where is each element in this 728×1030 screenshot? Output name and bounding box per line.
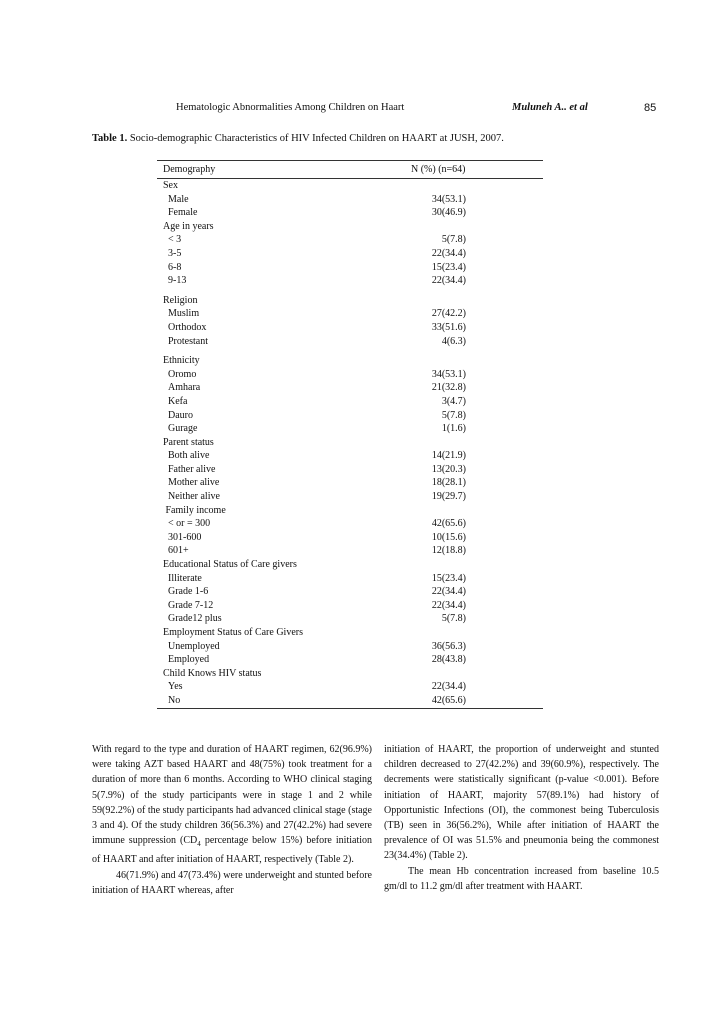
body-paragraph: With regard to the type and duration of HAART regimen, 62(96.9%) were taking AZT based HAART and 48(75%) took treatment for a duration of more than 6 months. According to WHO clinical staging 5(7.9%) of the study participants were in stage 1 and 2 while 59(92.2%) of the study participants had advanced clinical stage (stage 3 and 4). Of the study children 36(56.3%) and 27(42.2%) had severe immune suppression ($CD_4$ percentage below 15%) before initiation of HAART and after initiation of HAART, respectively (Table 2). xyxy=(92,744,373,866)
row-value: 5(7.8) xyxy=(441,409,466,421)
row-value: 3(4.7) xyxy=(441,395,466,407)
row-value: 12(18.8) xyxy=(431,545,466,557)
table-group-title xyxy=(157,179,543,193)
table-row xyxy=(157,422,543,436)
row-label: Grade 1-6 xyxy=(168,586,209,598)
row-value: 14(21.9) xyxy=(431,450,466,462)
table-caption-text: Socio-demographic Characteristics of HIV Infected Children on HAART at JUSH, 2007. xyxy=(127,133,504,144)
row-label: Protestant xyxy=(168,335,208,347)
table-group-title xyxy=(157,504,543,518)
row-value: 42(65.6) xyxy=(431,518,466,530)
header-demography: Demography xyxy=(163,164,216,175)
group-label: Sex xyxy=(163,180,178,191)
row-label: Both alive xyxy=(168,450,210,462)
table-caption xyxy=(92,133,504,144)
row-label: Male xyxy=(168,193,189,205)
table-row xyxy=(157,612,543,626)
header-count: N (%) (n=64) xyxy=(411,164,466,175)
table-row xyxy=(157,544,543,558)
table-bottom-rule xyxy=(157,708,543,709)
table-row xyxy=(157,463,543,477)
row-label: No xyxy=(168,694,181,706)
row-value: 5(7.8) xyxy=(441,234,466,246)
row-value: 22(34.4) xyxy=(431,681,466,693)
table-row xyxy=(157,307,543,321)
table-row xyxy=(157,395,543,409)
table-row xyxy=(157,206,543,220)
table-group-title xyxy=(157,354,543,368)
table-row xyxy=(157,680,543,694)
row-label: Yes xyxy=(168,681,183,693)
group-label: Child Knows HIV status xyxy=(163,667,262,679)
table-caption-label: Table 1. xyxy=(92,133,128,144)
group-label: Religion xyxy=(163,294,198,306)
group-label: Age in years xyxy=(163,220,214,232)
row-label: 6-8 xyxy=(168,261,182,273)
row-label: Employed xyxy=(168,654,210,666)
row-label: Father alive xyxy=(168,463,216,475)
row-label: Amhara xyxy=(168,382,201,394)
table-row xyxy=(157,585,543,599)
row-value: 33(51.6) xyxy=(431,321,466,333)
body-paragraph: 46(71.9%) and 47(73.4%) were underweight and stunted before initiation of HAART whereas, after xyxy=(92,869,372,896)
body-paragraph: initiation of HAART, the proportion of underweight and stunted children decreased to 27(42.2%) and 39(60.9%), respectively. The decrements were statistically significant (p-value <0.001). Before initiation of HAART, majority 57(89.1%) had history of Opportunistic Infections (OI), the commonest being Tuberculosis (TB) seen in 36(56.2%), While after initiation of HAART the prevalence of OI was 51.5% and pneumonia being the commonest 23(34.4%) (Table 2). xyxy=(384,744,659,862)
table-row xyxy=(157,193,543,207)
row-value: 1(1.6) xyxy=(441,423,466,435)
group-label: Family income xyxy=(163,504,226,516)
body-column-right xyxy=(384,742,659,894)
row-label: Gurage xyxy=(168,423,198,435)
row-label: 9-13 xyxy=(168,275,187,287)
row-value: 18(28.1) xyxy=(431,477,466,489)
row-label: Neither alive xyxy=(168,491,220,503)
table-row xyxy=(157,381,543,395)
table-row xyxy=(157,368,543,382)
table-row xyxy=(157,694,543,708)
row-label: Dauro xyxy=(168,409,193,421)
table-group-title xyxy=(157,436,543,450)
row-value: 34(53.1) xyxy=(431,193,466,205)
table-row xyxy=(157,321,543,335)
table-row xyxy=(157,274,543,288)
row-value: 5(7.8) xyxy=(441,613,466,625)
body-column-left xyxy=(92,742,372,898)
table-header-row xyxy=(157,161,543,178)
row-value: 27(42.2) xyxy=(431,308,466,320)
table-group-title xyxy=(157,626,543,640)
row-label: 3-5 xyxy=(168,247,182,259)
row-label: Mother alive xyxy=(168,477,220,489)
running-head-title: Hematologic Abnormalities Among Children on Haart xyxy=(176,102,405,113)
row-value: 30(46.9) xyxy=(431,207,466,219)
row-label: Orthodox xyxy=(168,321,207,333)
row-label: Unemployed xyxy=(168,640,220,652)
group-label: Parent status xyxy=(163,436,214,448)
row-label: Illiterate xyxy=(168,572,202,584)
row-value: 4(6.3) xyxy=(441,335,466,347)
group-label: Educational Status of Care givers xyxy=(163,559,297,571)
table-row xyxy=(157,640,543,654)
table-group-title xyxy=(157,667,543,681)
group-label: Ethnicity xyxy=(163,355,200,367)
row-value: 34(53.1) xyxy=(431,368,466,380)
table-row xyxy=(157,476,543,490)
row-value: 10(15.6) xyxy=(431,531,466,543)
running-head xyxy=(0,102,728,118)
table-row xyxy=(157,599,543,613)
row-value: 22(34.4) xyxy=(431,247,466,259)
table-group-title xyxy=(157,220,543,234)
row-value: 22(34.4) xyxy=(431,275,466,287)
table-row xyxy=(157,572,543,586)
row-value: 19(29.7) xyxy=(431,491,466,503)
row-value: 36(56.3) xyxy=(431,640,466,652)
row-label: Oromo xyxy=(168,368,197,380)
table-group-title xyxy=(157,558,543,572)
row-label: Kefa xyxy=(168,395,188,407)
row-value: 22(34.4) xyxy=(431,599,466,611)
table-row xyxy=(157,409,543,423)
row-label: Muslim xyxy=(168,308,200,320)
row-label: Grade12 plus xyxy=(168,613,222,625)
table-row xyxy=(157,653,543,667)
table-row xyxy=(157,449,543,463)
body-paragraph: The mean Hb concentration increased from baseline 10.5 gm/dl to 11.2 gm/dl after treatment with HAART. xyxy=(384,865,659,892)
group-label: Employment Status of Care Givers xyxy=(163,627,303,638)
table-group-title xyxy=(157,294,543,308)
table-row xyxy=(157,247,543,261)
row-value: 21(32.8) xyxy=(431,382,466,394)
table-row xyxy=(157,490,543,504)
table-row xyxy=(157,531,543,545)
row-value: 13(20.3) xyxy=(431,463,466,475)
demography-table xyxy=(157,160,543,709)
row-label: 601+ xyxy=(168,545,189,557)
row-label: 301-600 xyxy=(168,531,202,543)
page-number: 85 xyxy=(644,102,657,114)
row-label: < or = 300 xyxy=(168,518,211,530)
row-label: Female xyxy=(168,207,198,219)
row-value: 15(23.4) xyxy=(431,572,466,584)
row-value: 28(43.8) xyxy=(431,654,466,666)
table-body xyxy=(157,179,543,708)
running-head-authors: Muluneh A.. et al xyxy=(512,102,588,113)
table-row xyxy=(157,335,543,349)
row-label: < 3 xyxy=(168,234,182,246)
row-value: 42(65.6) xyxy=(431,694,466,706)
row-value: 22(34.4) xyxy=(431,586,466,598)
row-label: Grade 7-12 xyxy=(168,599,214,611)
table-row xyxy=(157,261,543,275)
row-value: 15(23.4) xyxy=(431,261,466,273)
table-row xyxy=(157,233,543,247)
table-row xyxy=(157,517,543,531)
